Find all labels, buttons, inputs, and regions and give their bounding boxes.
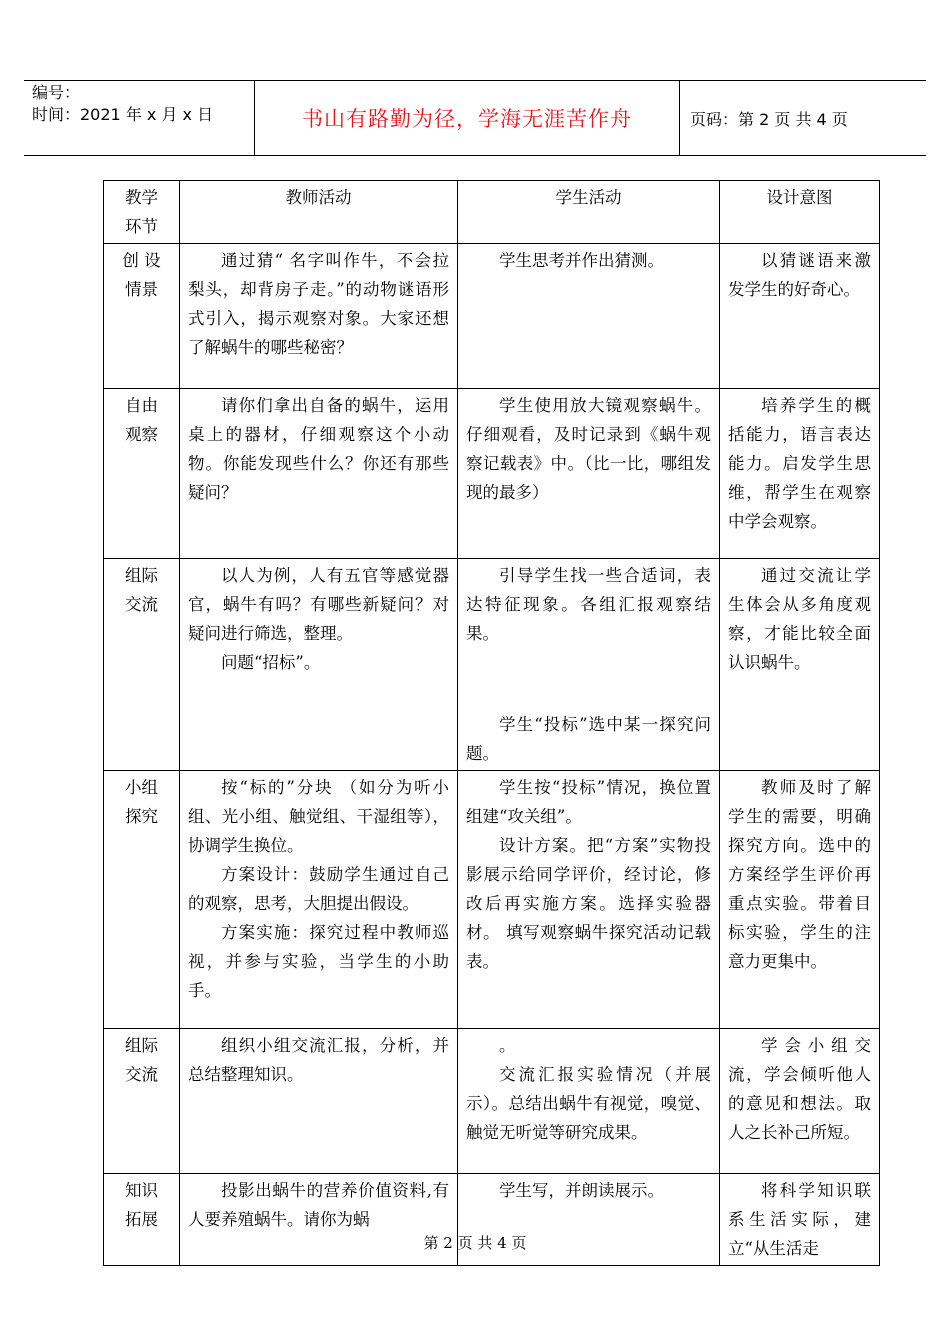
header-divider-left (254, 80, 255, 156)
student-paragraph (466, 665, 711, 694)
intent-cell (720, 559, 880, 771)
teacher-cell (180, 1029, 458, 1174)
header-stage-line1: 教学 (125, 188, 158, 207)
intent-paragraph: 以猜谜语来激发学生的好奇心。 (728, 251, 871, 299)
intent-cell (720, 389, 880, 559)
student-paragraph: 交流汇报实验情况（并展示）。总结出蜗牛有视觉，嗅觉、触觉无听觉等研究成果。 (466, 1065, 711, 1142)
lesson-plan-table (103, 180, 880, 1266)
student-paragraph: 学生写，并朗读展示。 (499, 1181, 664, 1200)
stage-cell (104, 389, 180, 559)
stage-cell (104, 1029, 180, 1174)
intent-cell (720, 244, 880, 389)
teacher-paragraph: 组织小组交流汇报，分析，并总结整理知识。 (188, 1036, 449, 1084)
teacher-cell (180, 771, 458, 1029)
intent-paragraph: 学会小组交流，学会倾听他人的意见和想法。取人之长补己所短。 (728, 1036, 871, 1142)
table-row (104, 559, 880, 771)
stage-label: 拓展 (125, 1210, 158, 1229)
stage-label: 组际 (125, 1036, 158, 1055)
teacher-paragraph: 通过猜“ 名字叫作牛，不会拉梨头，却背房子走。”的动物谜语形式引入，揭示观察对象。大家还想了解蜗牛的哪些秘密？ (188, 251, 449, 357)
table-row (104, 771, 880, 1029)
stage-label: 创 设 (122, 251, 161, 270)
intent-paragraph: 培养学生的概括能力，语言表达能力。启发学生思维，帮学生在观察中学会观察。 (728, 396, 871, 531)
teacher-paragraph: 方案实施：探究过程中教师巡视，并参与实验，当学生的小助手。 (188, 923, 449, 1000)
header-intent: 设计意图 (720, 181, 880, 244)
teacher-paragraph: 以人为例，人有五官等感觉器官，蜗牛有吗？有哪些新疑问？对疑问进行筛选，整理。 (188, 566, 449, 643)
student-paragraph: 设计方案。把“方案”实物投影展示给同学评价，经讨论，修改后再实施方案。选择实验器材。 填写观察蜗牛探究活动记载表。 (466, 836, 711, 971)
table-row (104, 389, 880, 559)
student-paragraph: 。 (499, 1036, 516, 1055)
header-meta (32, 82, 213, 126)
stage-label: 交流 (125, 595, 158, 614)
serial-label: 编号： (32, 83, 81, 102)
stage-label: 观察 (125, 425, 158, 444)
stage-cell (104, 559, 180, 771)
student-cell (458, 771, 720, 1029)
table-row (104, 1029, 880, 1174)
header-stage (104, 181, 180, 244)
stage-cell (104, 244, 180, 389)
student-paragraph: 学生思考并作出猜测。 (499, 251, 664, 270)
student-paragraph: 学生按“投标”情况，换位置组建“攻关组”。 (466, 778, 711, 826)
teacher-paragraph: 问题“招标”。 (221, 653, 321, 672)
stage-label: 组际 (125, 566, 158, 585)
intent-paragraph: 将科学知识联系生活实际，建立“从生活走 (728, 1181, 871, 1258)
header-page-info: 页码：第 2 页 共 4 页 (690, 109, 848, 129)
header-motto: 书山有路勤为径，学海无涯苦作舟 (302, 107, 632, 131)
student-cell (458, 389, 720, 559)
table-header-row (104, 181, 880, 244)
student-cell (458, 244, 720, 389)
header-student: 学生活动 (458, 181, 720, 244)
teacher-paragraph: 投影出蜗牛的营养价值资料,有人要养殖蜗牛。请你为蜗 (188, 1181, 449, 1229)
student-paragraph: 引导学生找一些合适词，表达特征现象。各组汇报观察结果。 (466, 566, 711, 643)
student-cell (458, 559, 720, 771)
stage-label: 知识 (125, 1181, 158, 1200)
teacher-paragraph: 方案设计：鼓励学生通过自己的观察，思考，大胆提出假设。 (188, 865, 449, 913)
teacher-cell (180, 244, 458, 389)
header-divider-right (679, 80, 680, 156)
intent-paragraph: 教师及时了解学生的需要，明确探究方向。选中的方案经学生评价再重点实验。带着目标实验，学生的注意力更集中。 (728, 778, 871, 971)
page-footer: 第 2 页 共 4 页 (423, 1234, 527, 1252)
time-label: 时间：2021 年 x 月 x 日 (32, 105, 214, 124)
student-cell (458, 1029, 720, 1174)
stage-cell (104, 771, 180, 1029)
intent-cell (720, 771, 880, 1029)
stage-label: 情景 (125, 280, 158, 299)
teacher-paragraph: 按“标的”分块 （如分为听小组、光小组、触觉组、干湿组等），协调学生换位。 (188, 778, 449, 855)
teacher-cell (180, 389, 458, 559)
stage-label: 交流 (125, 1065, 158, 1084)
student-paragraph: 学生使用放大镜观察蜗牛。仔细观看，及时记录到《蜗牛观察记载表》中。（比一比，哪组发现的最多） (466, 396, 711, 502)
teacher-cell (180, 559, 458, 771)
intent-paragraph: 通过交流让学生体会从多角度观察，才能比较全面认识蜗牛。 (728, 566, 871, 672)
stage-label: 探究 (125, 807, 158, 826)
header-teacher: 教师活动 (180, 181, 458, 244)
stage-label: 小组 (125, 778, 158, 797)
intent-cell (720, 1029, 880, 1174)
header-stage-line2: 环节 (125, 217, 158, 236)
student-paragraph: 学生“投标”选中某一探究问题。 (466, 715, 711, 763)
stage-label: 自由 (125, 396, 158, 415)
table-row (104, 244, 880, 389)
teacher-paragraph: 请你们拿出自备的蜗牛，运用桌上的器材，仔细观察这个小动物。你能发现些什么？你还有那些疑问？ (188, 396, 449, 502)
